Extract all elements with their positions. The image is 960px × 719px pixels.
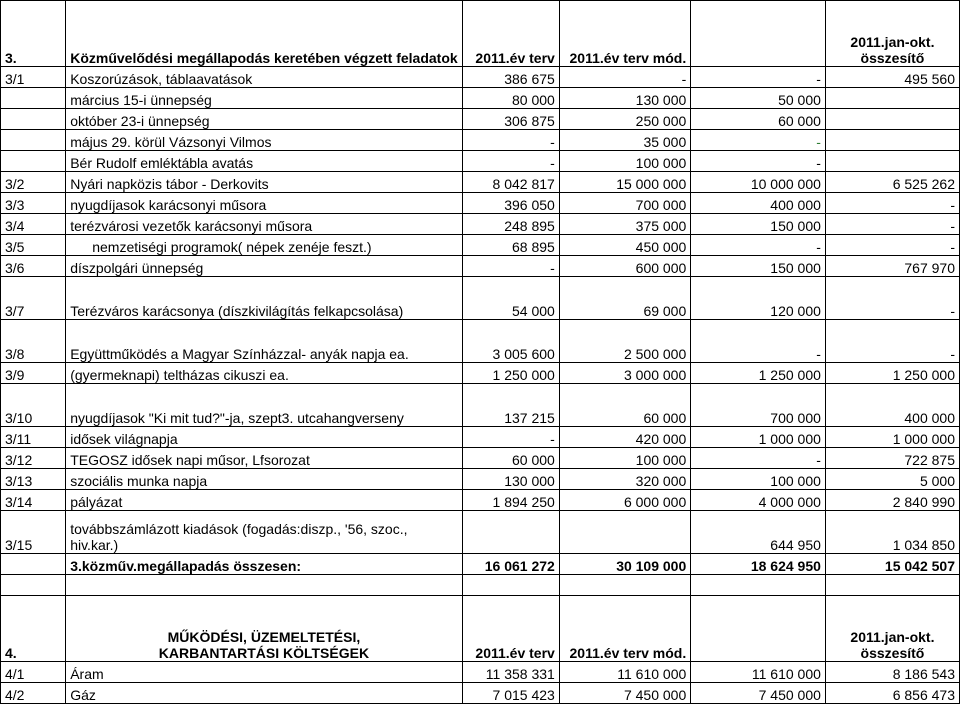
row-name-text: nemzetiségi programok( népek zenéje feszt.) bbox=[92, 239, 372, 255]
total-number-cell bbox=[1, 554, 66, 575]
row-number: 3/8 bbox=[1, 320, 66, 363]
row-summary: 1 034 850 bbox=[825, 511, 959, 554]
row-summary bbox=[825, 88, 959, 109]
row-plan: - bbox=[462, 427, 559, 448]
row-value: 60 000 bbox=[691, 109, 826, 130]
row-name: díszpolgári ünnepség bbox=[66, 256, 462, 277]
row-number bbox=[1, 88, 66, 109]
row-plan-modified: 69 000 bbox=[559, 277, 690, 320]
row-plan: 7 015 423 bbox=[462, 683, 559, 704]
row-summary: 400 000 bbox=[825, 384, 959, 427]
row-plan: 137 215 bbox=[462, 384, 559, 427]
row-name bbox=[66, 235, 462, 256]
column-header-plan-modified: 2011.év terv mód. bbox=[559, 596, 690, 662]
row-plan bbox=[462, 511, 559, 554]
row-plan-modified: - bbox=[559, 67, 690, 88]
row-summary: - bbox=[825, 193, 959, 214]
row-plan: 1 250 000 bbox=[462, 363, 559, 384]
table-row bbox=[1, 172, 960, 193]
row-number bbox=[1, 151, 66, 172]
row-plan-modified: 450 000 bbox=[559, 235, 690, 256]
row-name: Bér Rudolf emléktábla avatás bbox=[66, 151, 462, 172]
row-value: 1 000 000 bbox=[691, 427, 826, 448]
row-number: 3/14 bbox=[1, 490, 66, 511]
row-value: - bbox=[691, 448, 826, 469]
row-summary: - bbox=[825, 214, 959, 235]
row-name: Terézváros karácsonya (díszkivilágítás felkapcsolása) bbox=[66, 277, 462, 320]
row-value: - bbox=[691, 320, 826, 363]
row-name: március 15-i ünnepség bbox=[66, 88, 462, 109]
row-name: pályázat bbox=[66, 490, 462, 511]
empty-cell bbox=[1, 575, 66, 596]
row-name: Gáz bbox=[66, 683, 462, 704]
row-value: - bbox=[691, 130, 826, 151]
row-number: 4/2 bbox=[1, 683, 66, 704]
table-row bbox=[1, 235, 960, 256]
table-row bbox=[1, 130, 960, 151]
row-summary: - bbox=[825, 235, 959, 256]
summary-header-line2: összesítő bbox=[860, 645, 925, 661]
empty-cell bbox=[691, 575, 826, 596]
row-value: 150 000 bbox=[691, 256, 826, 277]
empty-cell bbox=[825, 575, 959, 596]
row-plan: 54 000 bbox=[462, 277, 559, 320]
column-header-summary bbox=[825, 596, 959, 662]
row-summary: 767 970 bbox=[825, 256, 959, 277]
table-row bbox=[1, 277, 960, 320]
row-summary: 1 000 000 bbox=[825, 427, 959, 448]
total-plan-modified: 30 109 000 bbox=[559, 554, 690, 575]
row-plan-modified: 600 000 bbox=[559, 256, 690, 277]
row-number: 3/6 bbox=[1, 256, 66, 277]
section4-header-row bbox=[1, 596, 960, 662]
row-value: 7 450 000 bbox=[691, 683, 826, 704]
section4-number: 4. bbox=[1, 596, 66, 662]
row-number bbox=[1, 109, 66, 130]
row-number: 3/11 bbox=[1, 427, 66, 448]
row-plan: 306 875 bbox=[462, 109, 559, 130]
row-plan-modified: 100 000 bbox=[559, 448, 690, 469]
row-number: 3/7 bbox=[1, 277, 66, 320]
summary-header-line1: 2011.jan-okt. bbox=[850, 629, 935, 645]
table-row bbox=[1, 193, 960, 214]
row-name: Együttműködés a Magyar Színházzal- anyák napja ea. bbox=[66, 320, 462, 363]
row-plan-modified: 130 000 bbox=[559, 88, 690, 109]
row-value: 4 000 000 bbox=[691, 490, 826, 511]
row-name: (gyermeknapi) teltházas cikuszi ea. bbox=[66, 363, 462, 384]
row-plan-modified: 375 000 bbox=[559, 214, 690, 235]
row-number: 3/5 bbox=[1, 235, 66, 256]
table-row bbox=[1, 448, 960, 469]
row-summary: 1 250 000 bbox=[825, 363, 959, 384]
row-plan: 60 000 bbox=[462, 448, 559, 469]
row-plan: 80 000 bbox=[462, 88, 559, 109]
row-plan-modified: 15 000 000 bbox=[559, 172, 690, 193]
row-summary bbox=[825, 151, 959, 172]
row-value: 120 000 bbox=[691, 277, 826, 320]
row-value: 10 000 000 bbox=[691, 172, 826, 193]
row-value: 100 000 bbox=[691, 469, 826, 490]
row-plan-modified: 35 000 bbox=[559, 130, 690, 151]
row-plan: 8 042 817 bbox=[462, 172, 559, 193]
table-row bbox=[1, 151, 960, 172]
summary-header-line1: 2011.jan-okt. bbox=[850, 34, 935, 50]
row-number: 3/10 bbox=[1, 384, 66, 427]
row-value: 400 000 bbox=[691, 193, 826, 214]
row-name: Koszorúzások, táblaavatások bbox=[66, 67, 462, 88]
section3-total-row bbox=[1, 554, 960, 575]
row-name: terézvárosi vezetők karácsonyi műsora bbox=[66, 214, 462, 235]
row-plan: 396 050 bbox=[462, 193, 559, 214]
column-header-plan: 2011.év terv bbox=[462, 1, 559, 67]
empty-cell bbox=[66, 575, 462, 596]
table-row bbox=[1, 320, 960, 363]
table-row bbox=[1, 256, 960, 277]
row-plan-modified: 6 000 000 bbox=[559, 490, 690, 511]
row-summary: 8 186 543 bbox=[825, 662, 959, 683]
row-plan-modified bbox=[559, 511, 690, 554]
row-plan-modified: 60 000 bbox=[559, 384, 690, 427]
row-name: Áram bbox=[66, 662, 462, 683]
total-value: 18 624 950 bbox=[691, 554, 826, 575]
table-row bbox=[1, 469, 960, 490]
table-row bbox=[1, 88, 960, 109]
column-header-blank bbox=[691, 1, 826, 67]
row-number: 3/3 bbox=[1, 193, 66, 214]
row-plan-modified: 3 000 000 bbox=[559, 363, 690, 384]
row-value: 700 000 bbox=[691, 384, 826, 427]
row-name: október 23-i ünnepség bbox=[66, 109, 462, 130]
column-header-blank bbox=[691, 596, 826, 662]
row-number: 3/13 bbox=[1, 469, 66, 490]
row-plan-modified: 420 000 bbox=[559, 427, 690, 448]
row-number: 4/1 bbox=[1, 662, 66, 683]
row-name: TEGOSZ idősek napi műsor, Lfsorozat bbox=[66, 448, 462, 469]
table-row bbox=[1, 384, 960, 427]
row-value: 1 250 000 bbox=[691, 363, 826, 384]
row-value: - bbox=[691, 67, 826, 88]
row-name: nyugdíjasok "Ki mit tud?"-ja, szept3. utcahangverseny bbox=[66, 384, 462, 427]
row-plan-modified: 7 450 000 bbox=[559, 683, 690, 704]
table-row bbox=[1, 662, 960, 683]
row-number: 3/1 bbox=[1, 67, 66, 88]
row-number: 3/9 bbox=[1, 363, 66, 384]
row-plan: 386 675 bbox=[462, 67, 559, 88]
row-name: továbbszámlázott kiadások (fogadás:diszp., '56, szoc., hiv.kar.) bbox=[66, 511, 462, 554]
row-number: 3/12 bbox=[1, 448, 66, 469]
row-value: 150 000 bbox=[691, 214, 826, 235]
row-summary bbox=[825, 130, 959, 151]
row-summary: 2 840 990 bbox=[825, 490, 959, 511]
row-plan: - bbox=[462, 256, 559, 277]
total-label: 3.közműv.megállapadás összesen: bbox=[66, 554, 462, 575]
table-row bbox=[1, 67, 960, 88]
row-summary: 6 856 473 bbox=[825, 683, 959, 704]
row-summary: 5 000 bbox=[825, 469, 959, 490]
row-plan: 3 005 600 bbox=[462, 320, 559, 363]
empty-row bbox=[1, 575, 960, 596]
row-plan: - bbox=[462, 130, 559, 151]
table-row bbox=[1, 214, 960, 235]
column-header-plan: 2011.év terv bbox=[462, 596, 559, 662]
row-value: 11 610 000 bbox=[691, 662, 826, 683]
row-name: nyugdíjasok karácsonyi műsora bbox=[66, 193, 462, 214]
row-plan-modified: 250 000 bbox=[559, 109, 690, 130]
row-number bbox=[1, 130, 66, 151]
row-plan: 248 895 bbox=[462, 214, 559, 235]
section4-title: MŰKÖDÉSI, ÜZEMELTETÉSI, KARBANTARTÁSI KÖLTSÉGEK bbox=[66, 596, 462, 662]
row-plan-modified: 2 500 000 bbox=[559, 320, 690, 363]
row-number: 3/2 bbox=[1, 172, 66, 193]
table-row bbox=[1, 363, 960, 384]
column-header-summary bbox=[825, 1, 959, 67]
table-row bbox=[1, 490, 960, 511]
row-summary bbox=[825, 109, 959, 130]
section3-number: 3. bbox=[1, 1, 66, 67]
row-plan-modified: 11 610 000 bbox=[559, 662, 690, 683]
table-row bbox=[1, 683, 960, 704]
row-name: idősek világnapja bbox=[66, 427, 462, 448]
row-plan: 1 894 250 bbox=[462, 490, 559, 511]
row-summary: 495 560 bbox=[825, 67, 959, 88]
row-plan-modified: 100 000 bbox=[559, 151, 690, 172]
row-value: - bbox=[691, 235, 826, 256]
row-plan: 11 358 331 bbox=[462, 662, 559, 683]
row-plan-modified: 700 000 bbox=[559, 193, 690, 214]
row-summary: - bbox=[825, 277, 959, 320]
row-name: szociális munka napja bbox=[66, 469, 462, 490]
row-summary: 6 525 262 bbox=[825, 172, 959, 193]
column-header-plan-modified: 2011.év terv mód. bbox=[559, 1, 690, 67]
empty-cell bbox=[559, 575, 690, 596]
row-summary: - bbox=[825, 320, 959, 363]
table-row bbox=[1, 511, 960, 554]
table-row bbox=[1, 427, 960, 448]
row-number: 3/15 bbox=[1, 511, 66, 554]
row-name: május 29. körül Vázsonyi Vilmos bbox=[66, 130, 462, 151]
section3-header-row bbox=[1, 1, 960, 67]
row-name: Nyári napközis tábor - Derkovits bbox=[66, 172, 462, 193]
row-value: 644 950 bbox=[691, 511, 826, 554]
total-plan: 16 061 272 bbox=[462, 554, 559, 575]
table-row bbox=[1, 109, 960, 130]
row-summary: 722 875 bbox=[825, 448, 959, 469]
row-value: 50 000 bbox=[691, 88, 826, 109]
row-plan-modified: 320 000 bbox=[559, 469, 690, 490]
row-plan: 68 895 bbox=[462, 235, 559, 256]
section3-title: Közművelődési megállapodás keretében végzett feladatok bbox=[66, 1, 462, 67]
summary-header-line2: összesítő bbox=[860, 50, 925, 66]
empty-cell bbox=[462, 575, 559, 596]
row-value: - bbox=[691, 151, 826, 172]
row-number: 3/4 bbox=[1, 214, 66, 235]
row-plan: - bbox=[462, 151, 559, 172]
row-plan: 130 000 bbox=[462, 469, 559, 490]
total-summary: 15 042 507 bbox=[825, 554, 959, 575]
